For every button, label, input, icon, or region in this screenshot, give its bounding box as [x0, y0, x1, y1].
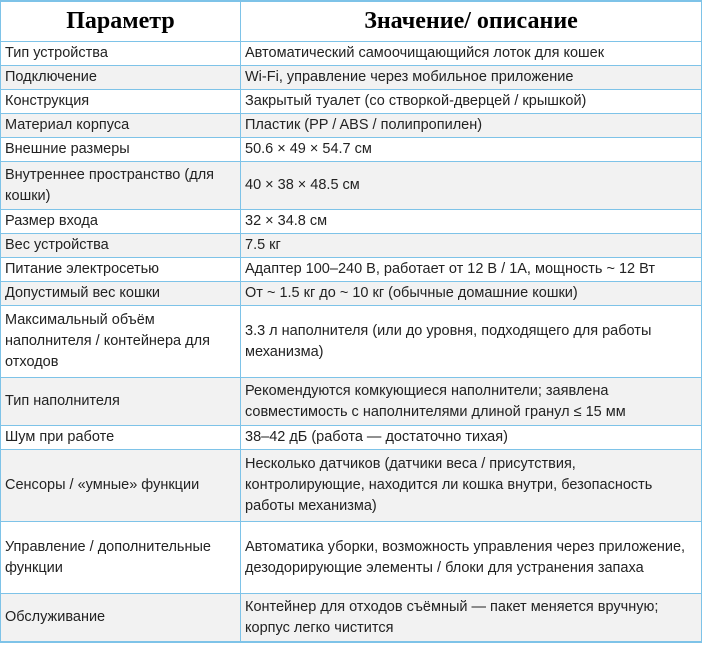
table-row [1, 594, 702, 643]
value-cell: Адаптер 100–240 В, работает от 12 В / 1А, мощность ~ 12 Вт [241, 258, 702, 282]
table-row [1, 258, 702, 282]
param-cell: Внешние размеры [1, 138, 241, 162]
param-cell: Максимальный объём наполнителя / контейнера для отходов [1, 306, 241, 378]
table-header-row [1, 1, 702, 42]
param-cell: Сенсоры / «умные» функции [1, 450, 241, 522]
value-cell: 40 × 38 × 48.5 см [241, 162, 702, 210]
value-cell: 32 × 34.8 см [241, 210, 702, 234]
param-cell: Шум при работе [1, 426, 241, 450]
table-row [1, 114, 702, 138]
value-cell: Контейнер для отходов съёмный — пакет меняется вручную; корпус легко чистится [241, 594, 702, 643]
value-cell: Рекомендуются комкующиеся наполнители; заявлена совместимость с наполнителями длиной гранул ≤ 15 мм [241, 378, 702, 426]
table-row [1, 90, 702, 114]
table-row [1, 66, 702, 90]
param-cell: Вес устройства [1, 234, 241, 258]
value-cell: Пластик (PP / ABS / полипропилен) [241, 114, 702, 138]
value-cell: 7.5 кг [241, 234, 702, 258]
param-cell: Подключение [1, 66, 241, 90]
header-param: Параметр [1, 1, 241, 42]
param-cell: Обслуживание [1, 594, 241, 643]
param-cell: Тип наполнителя [1, 378, 241, 426]
param-cell: Размер входа [1, 210, 241, 234]
value-cell: Несколько датчиков (датчики веса / присутствия, контролирующие, находится ли кошка внутри, безопасность работы механизма) [241, 450, 702, 522]
table-row [1, 282, 702, 306]
table-row [1, 450, 702, 522]
table-row [1, 306, 702, 378]
value-cell: Автоматический самоочищающийся лоток для кошек [241, 42, 702, 66]
header-value: Значение/ описание [241, 1, 702, 42]
table-row [1, 426, 702, 450]
param-cell: Тип устройства [1, 42, 241, 66]
value-cell: Wi-Fi, управление через мобильное приложение [241, 66, 702, 90]
table-row [1, 162, 702, 210]
value-cell: Закрытый туалет (со створкой-дверцей / крышкой) [241, 90, 702, 114]
table-row [1, 42, 702, 66]
param-cell: Конструкция [1, 90, 241, 114]
table-row [1, 210, 702, 234]
param-cell: Допустимый вес кошки [1, 282, 241, 306]
value-cell: Автоматика уборки, возможность управления через приложение, дезодорирующие элементы / блоки для устранения запаха [241, 522, 702, 594]
param-cell: Материал корпуса [1, 114, 241, 138]
value-cell: 38–42 дБ (работа — достаточно тихая) [241, 426, 702, 450]
value-cell: От ~ 1.5 кг до ~ 10 кг (обычные домашние кошки) [241, 282, 702, 306]
value-cell: 3.3 л наполнителя (или до уровня, подходящего для работы механизма) [241, 306, 702, 378]
param-cell: Управление / дополнительные функции [1, 522, 241, 594]
table-row [1, 234, 702, 258]
param-cell: Внутреннее пространство (для кошки) [1, 162, 241, 210]
table-row [1, 522, 702, 594]
table-row [1, 378, 702, 426]
param-cell: Питание электросетью [1, 258, 241, 282]
value-cell: 50.6 × 49 × 54.7 см [241, 138, 702, 162]
table-row [1, 138, 702, 162]
